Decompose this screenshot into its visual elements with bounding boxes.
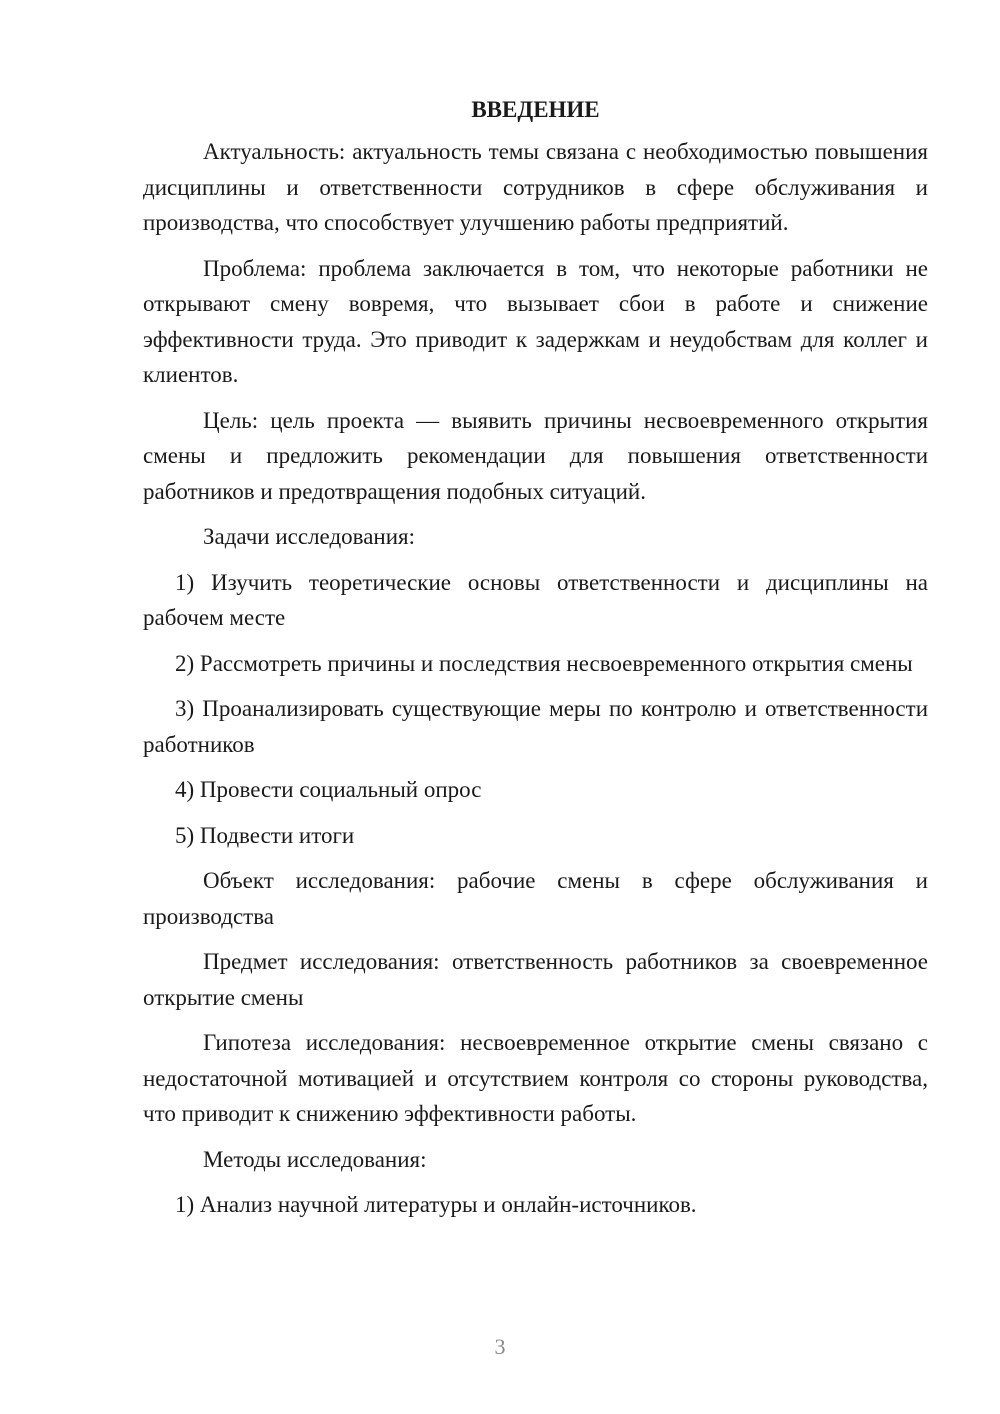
method-item: 1) Анализ научной литературы и онлайн-источников. xyxy=(175,1192,697,1217)
task-item: 2) Рассмотреть причины и последствия несвоевременного открытия смены xyxy=(175,650,913,676)
task-item: 3) Проанализировать существующие меры по контролю и ответственности работников xyxy=(143,696,928,757)
page-number: 3 xyxy=(494,1334,506,1359)
task-item: 4) Провести социальный опрос xyxy=(175,777,482,802)
goal-paragraph: Цель: цель проекта — выявить причины несвоевременного открытия смены и предложить рекомендации для повышения ответственности работников и предотвращения подобных ситуаций. xyxy=(143,407,928,504)
document-page xyxy=(143,92,928,1233)
section-title: ВВЕДЕНИЕ xyxy=(471,97,600,122)
hypothesis-paragraph: Гипотеза исследования: несвоевременное открытие смены связано с недостаточной мотивацией и отсутствием контроля со стороны руководства, что приводит к снижению эффективности работы. xyxy=(143,1030,928,1126)
problem-paragraph: Проблема: проблема заключается в том, что некоторые работники не открывают смену вовремя, что вызывает сбои в работе и снижение эффективности труда. Это приводит к задержкам и неудобствам для коллег и клиентов. xyxy=(143,255,928,387)
task-item: 5) Подвести итоги xyxy=(175,822,355,848)
task-item: 1) Изучить теоретические основы ответственности и дисциплины на рабочем месте xyxy=(143,569,928,630)
subject-paragraph: Предмет исследования: ответственность работников за своевременное открытие смены xyxy=(143,949,928,1010)
methods-heading: Методы исследования: xyxy=(203,1146,427,1172)
object-paragraph: Объект исследования: рабочие смены в сфере обслуживания и производства xyxy=(143,868,928,929)
relevance-paragraph: Актуальность: актуальность темы связана с необходимостью повышения дисциплины и ответственности сотрудников в сфере обслуживания и производства, что способствует улучшению работы предприятий. xyxy=(143,139,928,235)
tasks-heading: Задачи исследования: xyxy=(203,524,416,549)
